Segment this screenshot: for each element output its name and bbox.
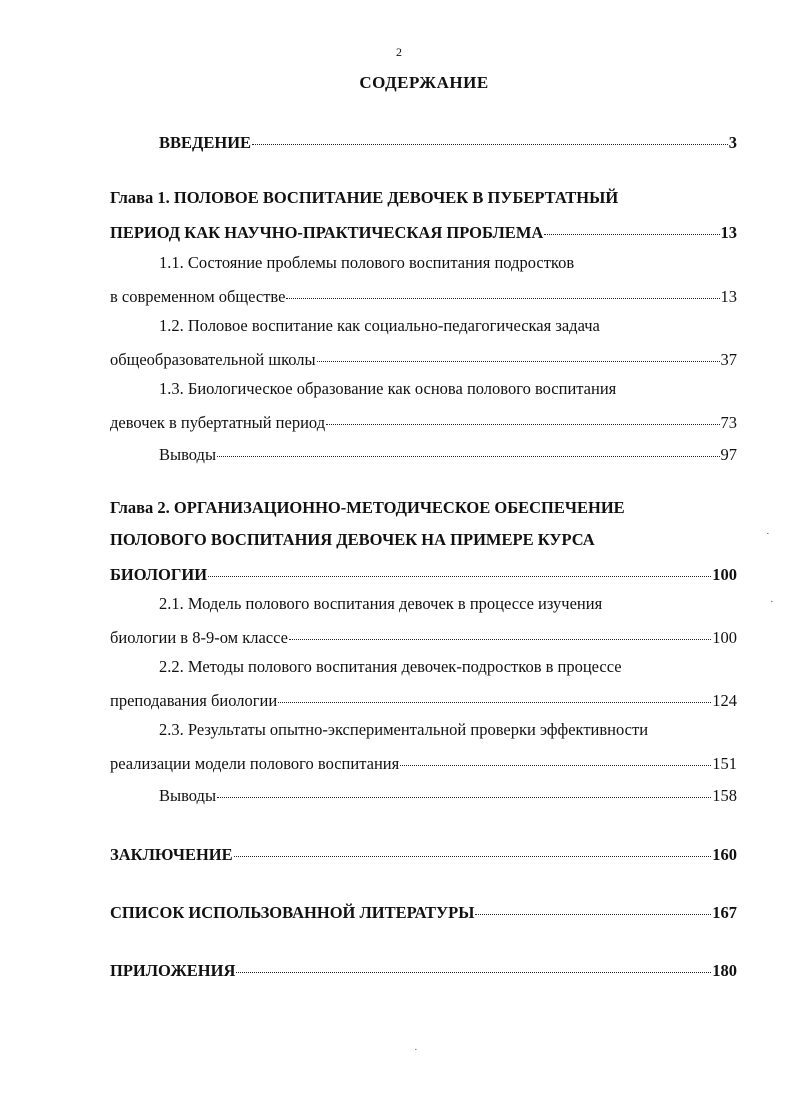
dot-leader bbox=[326, 407, 719, 425]
toc-section-2-2[interactable]: 2.2. Методы полового воспитания девочек-подростков в процессе bbox=[159, 657, 622, 676]
toc-entry-appendices[interactable]: ПРИЛОЖЕНИЯ 180 bbox=[110, 958, 737, 982]
dot-leader bbox=[217, 439, 719, 457]
toc-section-2-2-cont[interactable]: преподавания биологии 124 bbox=[110, 688, 737, 712]
dot-leader bbox=[234, 839, 712, 857]
scan-speck: · bbox=[414, 1044, 418, 1056]
toc-section-2-3[interactable]: 2.3. Результаты опытно-экспериментальной проверки эффективности bbox=[159, 720, 649, 739]
toc-entry-page: 180 bbox=[712, 960, 737, 980]
toc-entry-page: 3 bbox=[728, 132, 737, 152]
toc-chapter-1-title[interactable]: Глава 1. ПОЛОВОЕ ВОСПИТАНИЕ ДЕВОЧЕК В ПУБЕРТАТНЫЙ bbox=[110, 188, 619, 207]
toc-section-1-3[interactable]: 1.3. Биологическое образование как основа полового воспитания bbox=[159, 379, 617, 398]
scan-speck: · bbox=[770, 596, 774, 608]
toc-section-1-1[interactable]: 1.1. Состояние проблемы полового воспитания подростков bbox=[159, 253, 575, 272]
toc-section-1-3-cont[interactable]: девочек в пубертатный период 73 bbox=[110, 410, 737, 434]
dot-leader bbox=[278, 685, 711, 703]
dot-leader bbox=[400, 748, 711, 766]
toc-entry-page: 100 bbox=[712, 564, 737, 584]
dot-leader bbox=[289, 622, 711, 640]
toc-entry-page: 124 bbox=[712, 690, 737, 710]
toc-section-1-2[interactable]: 1.2. Половое воспитание как социально-педагогическая задача bbox=[159, 316, 600, 335]
toc-section-2-3-cont[interactable]: реализации модели полового воспитания 151 bbox=[110, 751, 737, 775]
toc-chapter-2-conclusions[interactable]: Выводы 158 bbox=[159, 783, 737, 807]
toc-entry-page: 37 bbox=[720, 349, 737, 369]
dot-leader bbox=[475, 897, 711, 915]
toc-section-1-1-cont[interactable]: в современном обществе 13 bbox=[110, 284, 737, 308]
toc-entry-page: 73 bbox=[720, 412, 737, 432]
dot-leader bbox=[208, 559, 711, 577]
toc-section-1-2-cont[interactable]: общеобразовательной школы 37 bbox=[110, 347, 737, 371]
dot-leader bbox=[236, 955, 711, 973]
dot-leader bbox=[317, 344, 720, 362]
toc-chapter-2-title-end[interactable]: БИОЛОГИИ 100 bbox=[110, 562, 737, 586]
toc-entry-label: ВВЕДЕНИЕ bbox=[159, 132, 252, 152]
toc-entry-page: 158 bbox=[712, 785, 737, 805]
toc-entry-page: 100 bbox=[712, 627, 737, 647]
toc-chapter-2-title-cont[interactable]: ПОЛОВОГО ВОСПИТАНИЯ ДЕВОЧЕК НА ПРИМЕРЕ КУРСА bbox=[110, 530, 595, 549]
toc-section-2-1-cont[interactable]: биологии в 8-9-ом классе 100 bbox=[110, 625, 737, 649]
toc-chapter-2-title[interactable]: Глава 2. ОРГАНИЗАЦИОННО-МЕТОДИЧЕСКОЕ ОБЕСПЕЧЕНИЕ bbox=[110, 498, 625, 517]
toc-title: СОДЕРЖАНИЕ bbox=[359, 73, 489, 92]
toc-entry-conclusion[interactable]: ЗАКЛЮЧЕНИЕ 160 bbox=[110, 842, 737, 866]
toc-entry-page: 97 bbox=[720, 444, 737, 464]
toc-section-2-1[interactable]: 2.1. Модель полового воспитания девочек в процессе изучения bbox=[159, 594, 603, 613]
toc-entry-page: 13 bbox=[720, 222, 737, 242]
toc-entry-references[interactable]: СПИСОК ИСПОЛЬЗОВАННОЙ ЛИТЕРАТУРЫ 167 bbox=[110, 900, 737, 924]
toc-entry-page: 151 bbox=[712, 753, 737, 773]
toc-chapter-1-conclusions[interactable]: Выводы 97 bbox=[159, 442, 737, 466]
page-number: 2 bbox=[396, 45, 402, 59]
toc-entry-page: 13 bbox=[720, 286, 737, 306]
dot-leader bbox=[544, 217, 719, 235]
toc-entry-page: 160 bbox=[712, 844, 737, 864]
toc-chapter-1-title-cont[interactable]: ПЕРИОД КАК НАУЧНО-ПРАКТИЧЕСКАЯ ПРОБЛЕМА 13 bbox=[110, 220, 737, 244]
toc-entry-introduction[interactable] bbox=[159, 130, 737, 154]
scan-speck: · bbox=[766, 528, 770, 540]
dot-leader bbox=[286, 281, 719, 299]
dot-leader bbox=[217, 780, 711, 798]
toc-entry-page: 167 bbox=[712, 902, 737, 922]
dot-leader bbox=[252, 127, 728, 145]
